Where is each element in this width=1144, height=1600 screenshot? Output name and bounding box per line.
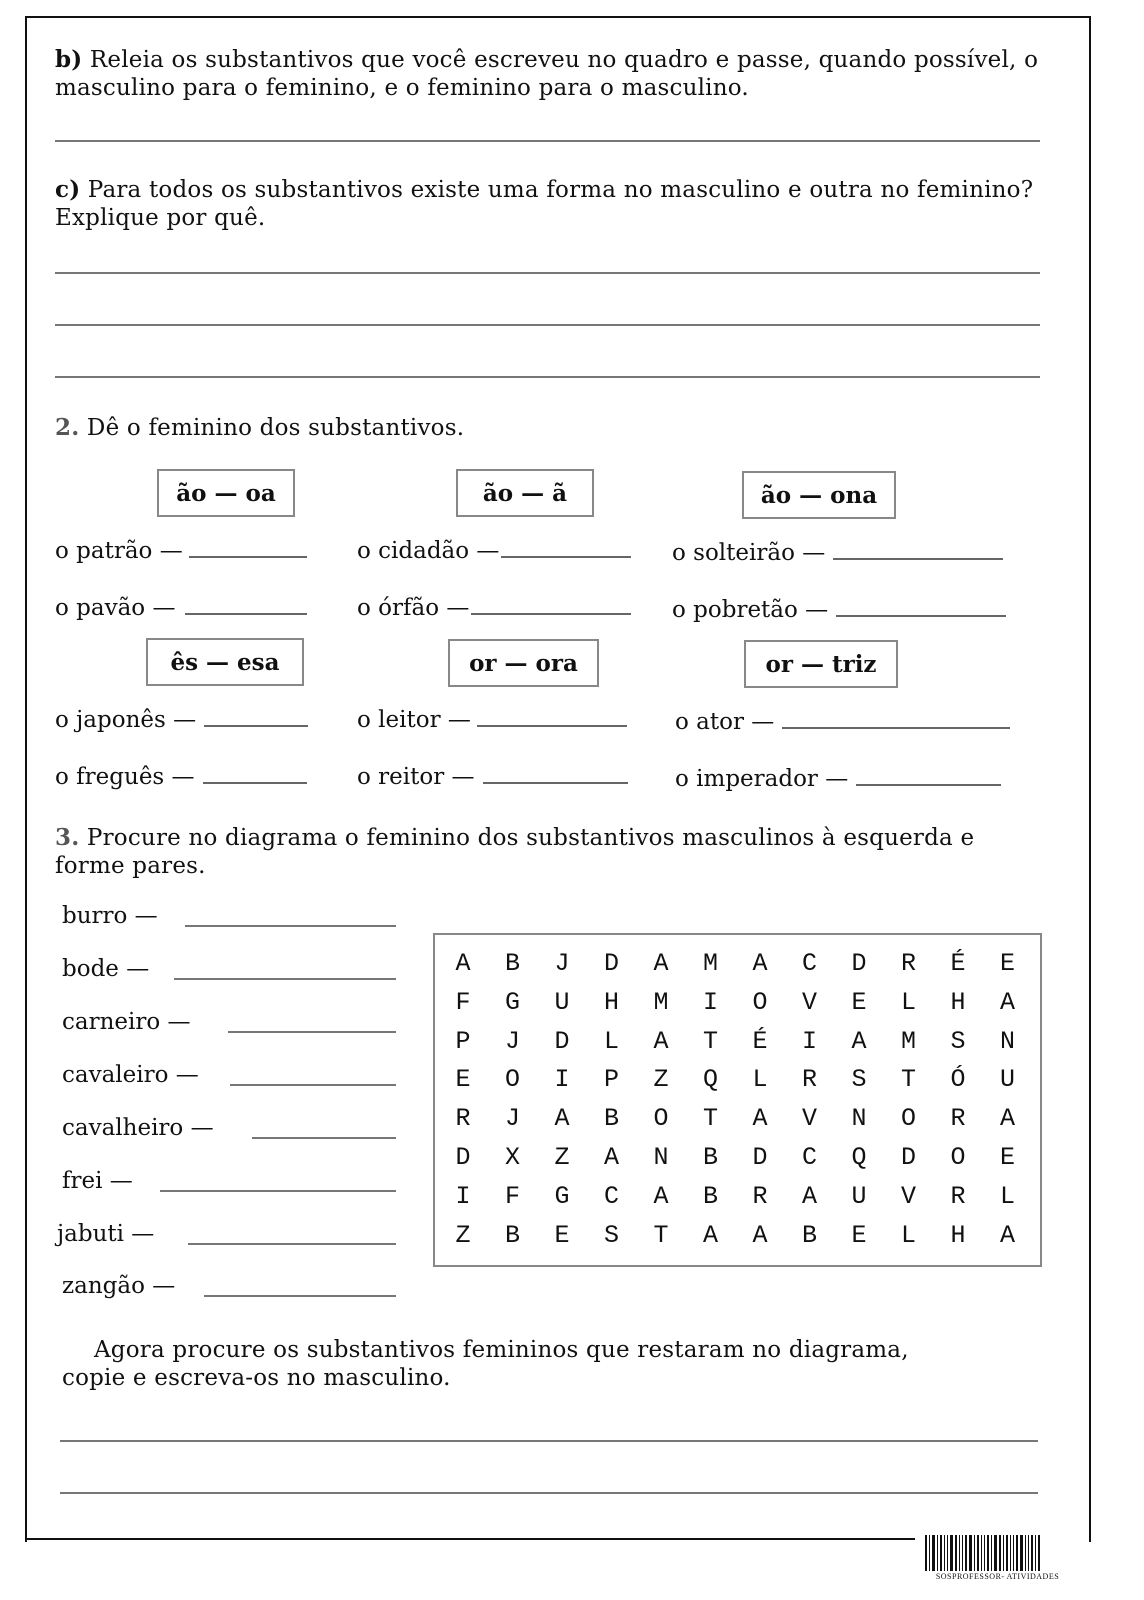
barcode-bar	[1035, 1535, 1036, 1571]
grid-letter[interactable]: Ó	[950, 1065, 966, 1095]
grid-letter[interactable]: A	[999, 1220, 1015, 1250]
barcode-bar	[1006, 1535, 1008, 1571]
grid-letter[interactable]: E	[554, 1220, 570, 1250]
grid-letter[interactable]: I	[702, 987, 718, 1017]
grid-letter[interactable]: A	[554, 1104, 570, 1134]
grid-letter[interactable]: S	[603, 1220, 619, 1250]
masculine-noun: carneiro —	[62, 1009, 191, 1035]
barcode-bar	[987, 1535, 989, 1571]
barcode-bar	[962, 1535, 963, 1571]
barcode-bar	[937, 1535, 938, 1571]
grid-letter[interactable]: A	[999, 1104, 1015, 1134]
grid-letter[interactable]: Z	[554, 1143, 570, 1172]
answer-line-followup-1[interactable]	[60, 1440, 1038, 1442]
answer-blank[interactable]	[471, 591, 631, 615]
grid-letter[interactable]: R	[801, 1065, 817, 1095]
answer-line-c2[interactable]	[55, 324, 1040, 326]
barcode-bar	[925, 1535, 927, 1571]
noun-item: o pobretão —	[672, 593, 1006, 623]
pair-item	[62, 903, 158, 929]
grid-letter[interactable]: B	[603, 1104, 619, 1134]
barcode-label: SOSPROFESSOR- ATIVIDADES	[935, 1572, 1060, 1581]
grid-letter[interactable]: T	[653, 1220, 669, 1250]
pair-item	[62, 956, 149, 982]
question-c	[55, 176, 1045, 232]
answer-blank[interactable]	[856, 762, 1001, 786]
grid-letter[interactable]: I	[801, 1026, 817, 1056]
barcode-bar	[940, 1535, 942, 1571]
rule-box: ão — ã	[456, 469, 594, 517]
grid-letter[interactable]: F	[504, 1181, 520, 1211]
question-b-label: b)	[55, 46, 83, 73]
barcode-bar	[1003, 1535, 1004, 1571]
grid-letter[interactable]: I	[455, 1181, 471, 1211]
masculine-noun: frei —	[62, 1168, 133, 1194]
grid-letter[interactable]: S	[950, 1026, 966, 1056]
answer-blank[interactable]	[189, 534, 307, 558]
barcode-bar	[955, 1535, 957, 1571]
grid-letter[interactable]: A	[603, 1143, 619, 1172]
answer-line-b[interactable]	[55, 140, 1040, 142]
noun-item: o cidadão —	[357, 534, 631, 564]
answer-blank[interactable]	[188, 1243, 396, 1245]
answer-line-c3[interactable]	[55, 376, 1040, 378]
grid-letter[interactable]: R	[455, 1104, 471, 1134]
grid-letter[interactable]: B	[504, 949, 520, 978]
grid-letter[interactable]: J	[504, 1026, 520, 1056]
barcode-bar	[947, 1535, 948, 1571]
grid-letter[interactable]: B	[702, 1181, 718, 1211]
noun-item: o freguês —	[55, 760, 307, 790]
grid-letter[interactable]: F	[455, 987, 471, 1017]
grid-letter[interactable]: R	[950, 1104, 966, 1134]
rule-box: ão — oa	[157, 469, 295, 517]
grid-letter[interactable]: N	[999, 1026, 1015, 1056]
answer-blank[interactable]	[174, 978, 396, 980]
barcode-bar	[977, 1535, 979, 1571]
pair-item	[62, 1273, 175, 1299]
answer-line-c1[interactable]	[55, 272, 1040, 274]
barcode-bar	[994, 1535, 997, 1571]
answer-blank[interactable]	[483, 760, 628, 784]
grid-letter[interactable]: D	[603, 949, 619, 978]
answer-blank[interactable]	[160, 1190, 396, 1192]
answer-blank[interactable]	[477, 703, 627, 727]
grid-letter[interactable]: B	[801, 1220, 817, 1250]
barcode-bar	[981, 1535, 982, 1571]
grid-letter[interactable]: H	[950, 987, 966, 1017]
masculine-noun: cavalheiro —	[62, 1115, 214, 1141]
grid-letter[interactable]: A	[752, 1104, 768, 1134]
noun-item: o reitor —	[357, 760, 628, 790]
answer-blank[interactable]	[833, 536, 1003, 560]
grid-letter[interactable]: U	[999, 1065, 1015, 1095]
grid-letter[interactable]: L	[900, 1220, 916, 1250]
grid-letter[interactable]: A	[752, 1220, 768, 1250]
grid-letter[interactable]: É	[950, 949, 966, 978]
grid-letter[interactable]: C	[801, 949, 817, 978]
grid-letter[interactable]: N	[653, 1143, 669, 1172]
grid-letter[interactable]: U	[851, 1181, 867, 1211]
barcode-bar	[944, 1535, 945, 1571]
barcode-bar	[1031, 1535, 1033, 1571]
grid-letter[interactable]: O	[752, 987, 768, 1017]
grid-letter[interactable]: E	[999, 949, 1015, 978]
question-b	[55, 46, 1045, 102]
grid-letter[interactable]: T	[702, 1026, 718, 1056]
answer-blank[interactable]	[204, 1295, 396, 1297]
grid-letter[interactable]: T	[702, 1104, 718, 1134]
grid-letter[interactable]: Z	[455, 1220, 471, 1250]
answer-blank[interactable]	[228, 1031, 396, 1033]
answer-line-followup-2[interactable]	[60, 1492, 1038, 1494]
grid-letter[interactable]: A	[455, 949, 471, 978]
grid-letter[interactable]: X	[504, 1143, 520, 1172]
grid-letter[interactable]: Q	[851, 1143, 867, 1172]
barcode-bar	[959, 1535, 960, 1571]
word-search-grid	[433, 933, 1042, 1267]
exercise-2-number: 2.	[55, 414, 80, 441]
answer-blank[interactable]	[185, 591, 307, 615]
grid-letter[interactable]: D	[554, 1026, 570, 1056]
grid-letter[interactable]: G	[504, 987, 520, 1017]
barcode-bar	[965, 1535, 967, 1571]
grid-letter[interactable]: E	[455, 1065, 471, 1095]
exercise-3-heading	[55, 824, 1045, 880]
question-b-text: Releia os substantivos que você escreveu no quadro e passe, quando possível, o masculino para o feminino, e o feminino para o masculino.	[55, 47, 1039, 101]
grid-letter[interactable]: L	[603, 1026, 619, 1056]
barcode-bar	[1028, 1535, 1029, 1571]
grid-letter[interactable]: É	[752, 1026, 768, 1056]
noun-item: o ator —	[675, 705, 1010, 735]
barcode-bar	[1020, 1535, 1023, 1571]
grid-letter[interactable]: L	[900, 987, 916, 1017]
barcode-bar	[999, 1535, 1001, 1571]
grid-letter[interactable]: P	[455, 1026, 471, 1056]
noun-item: o japonês —	[55, 703, 308, 733]
grid-letter[interactable]: O	[504, 1065, 520, 1095]
rule-box: or — ora	[448, 639, 599, 687]
pair-item	[62, 1062, 199, 1088]
grid-letter[interactable]: E	[999, 1143, 1015, 1172]
barcode-bar	[1016, 1535, 1018, 1571]
grid-letter[interactable]: Z	[653, 1065, 669, 1095]
grid-letter[interactable]: A	[752, 949, 768, 978]
grid-letter[interactable]: H	[603, 987, 619, 1017]
barcode-bar	[950, 1535, 953, 1571]
answer-blank[interactable]	[252, 1137, 396, 1139]
grid-letter[interactable]: U	[554, 987, 570, 1017]
exercise-2-heading	[55, 414, 464, 442]
grid-letter[interactable]: Q	[702, 1065, 718, 1095]
question-c-label: c)	[55, 176, 81, 203]
answer-blank[interactable]	[203, 760, 307, 784]
rule-box: or — triz	[744, 640, 898, 688]
grid-letter[interactable]: V	[801, 1104, 817, 1134]
barcode	[925, 1535, 1070, 1571]
grid-letter[interactable]: R	[950, 1181, 966, 1211]
grid-letter[interactable]: P	[603, 1065, 619, 1095]
grid-letter[interactable]: O	[653, 1104, 669, 1134]
grid-letter[interactable]: M	[900, 1026, 916, 1056]
grid-letter[interactable]: N	[851, 1104, 867, 1134]
barcode-bar	[1038, 1535, 1040, 1571]
followup-instruction: Agora procure os substantivos femininos que restaram no diagrama, copie e escreva-os no masculino.	[62, 1337, 909, 1391]
grid-letter[interactable]: H	[950, 1220, 966, 1250]
grid-letter[interactable]: J	[504, 1104, 520, 1134]
exercise-3-title: Procure no diagrama o feminino dos substantivos masculinos à esquerda e forme pares.	[55, 825, 975, 879]
grid-letter[interactable]: M	[653, 987, 669, 1017]
exercise-3-number: 3.	[55, 824, 80, 851]
grid-letter[interactable]: G	[554, 1181, 570, 1211]
grid-letter[interactable]: A	[999, 987, 1015, 1017]
answer-blank[interactable]	[230, 1084, 396, 1086]
grid-letter[interactable]: E	[851, 1220, 867, 1250]
grid-letter[interactable]: D	[752, 1143, 768, 1172]
masculine-noun: burro —	[62, 903, 158, 929]
grid-letter[interactable]: B	[504, 1220, 520, 1250]
masculine-noun: bode —	[62, 956, 150, 982]
answer-blank[interactable]	[501, 534, 631, 558]
barcode-bar	[1025, 1535, 1026, 1571]
grid-letter[interactable]: S	[851, 1065, 867, 1095]
masculine-noun: cavaleiro —	[62, 1062, 199, 1088]
grid-letter[interactable]: D	[455, 1143, 471, 1172]
grid-letter[interactable]: I	[554, 1065, 570, 1095]
grid-letter[interactable]: C	[603, 1181, 619, 1211]
pair-item	[57, 1221, 154, 1247]
grid-letter[interactable]: D	[900, 1143, 916, 1172]
grid-letter[interactable]: J	[554, 949, 570, 978]
barcode-bar	[984, 1535, 985, 1571]
noun-item: o imperador —	[675, 762, 1001, 792]
grid-letter[interactable]: A	[702, 1220, 718, 1250]
noun-item: o órfão —	[357, 591, 631, 621]
grid-letter[interactable]: O	[950, 1143, 966, 1172]
barcode-bar	[929, 1535, 930, 1571]
noun-item: o pavão —	[55, 591, 307, 621]
grid-letter[interactable]: E	[851, 987, 867, 1017]
pair-item	[62, 1009, 191, 1035]
grid-letter[interactable]: T	[900, 1065, 916, 1095]
barcode-bar	[991, 1535, 992, 1571]
exercise-2-title: Dê o feminino dos substantivos.	[79, 415, 465, 441]
barcode-bar	[974, 1535, 975, 1571]
grid-letter[interactable]: R	[752, 1181, 768, 1211]
page-frame-bottom	[25, 1538, 915, 1540]
barcode-bar	[969, 1535, 972, 1571]
grid-letter[interactable]: L	[752, 1065, 768, 1095]
grid-letter[interactable]: A	[851, 1026, 867, 1056]
grid-letter[interactable]: L	[999, 1181, 1015, 1211]
grid-letter[interactable]: M	[702, 949, 718, 978]
barcode-bar	[932, 1535, 935, 1571]
rule-box: ão — ona	[742, 471, 896, 519]
noun-item: o solteirão —	[672, 536, 1003, 566]
pair-item	[62, 1115, 214, 1141]
pair-item	[62, 1168, 133, 1194]
answer-blank[interactable]	[204, 703, 308, 727]
grid-letter[interactable]: C	[801, 1143, 817, 1172]
question-c-text: Para todos os substantivos existe uma forma no masculino e outra no feminino? Explique por quê.	[55, 177, 1034, 231]
masculine-noun: zangão —	[62, 1273, 176, 1299]
grid-letter[interactable]: A	[653, 1026, 669, 1056]
grid-letter[interactable]: V	[801, 987, 817, 1017]
grid-letter[interactable]: B	[702, 1143, 718, 1172]
answer-blank[interactable]	[836, 593, 1006, 617]
barcode-bar	[1010, 1535, 1011, 1571]
masculine-noun: jabuti —	[57, 1221, 155, 1247]
grid-letter[interactable]: A	[801, 1181, 817, 1211]
noun-item: o patrão —	[55, 534, 307, 564]
rule-box: ês — esa	[146, 638, 304, 686]
grid-letter[interactable]: A	[653, 1181, 669, 1211]
grid-letter[interactable]: A	[653, 949, 669, 978]
answer-blank[interactable]	[782, 705, 1010, 729]
grid-letter[interactable]: V	[900, 1181, 916, 1211]
grid-letter[interactable]: R	[900, 949, 916, 978]
grid-letter[interactable]: D	[851, 949, 867, 978]
grid-letter[interactable]: O	[900, 1104, 916, 1134]
barcode-bar	[1013, 1535, 1014, 1571]
answer-blank[interactable]	[185, 925, 396, 927]
noun-item: o leitor —	[357, 703, 627, 733]
